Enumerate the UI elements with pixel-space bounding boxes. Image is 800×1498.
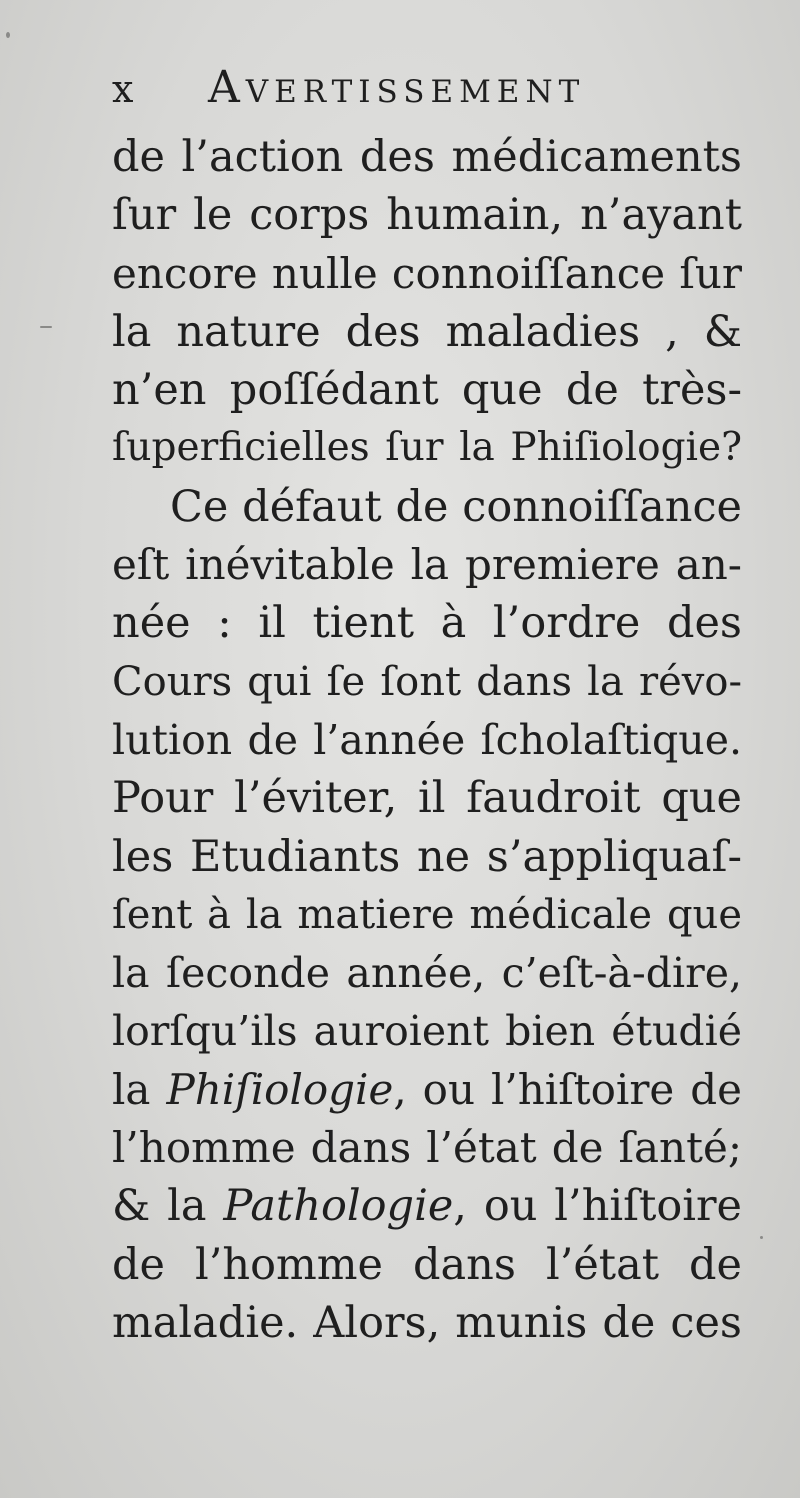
text-segment: n’en poſſédant que de très- bbox=[112, 365, 742, 416]
text-segment: eſt inévitable la premiere an- bbox=[112, 540, 742, 590]
text-line bbox=[112, 1294, 742, 1352]
text-segment: encore nulle connoiſſance ſur bbox=[112, 248, 742, 298]
text-segment: les Etudiants ne s’appliquaſ- bbox=[112, 831, 742, 882]
text-line bbox=[112, 419, 742, 477]
italic-term: Phiſiologie bbox=[166, 1064, 394, 1114]
text-segment: de l’homme dans l’état de bbox=[112, 1239, 742, 1290]
print-speck bbox=[40, 326, 52, 328]
text-segment: Pour l’éviter, il faudroit que bbox=[112, 773, 742, 824]
print-speck bbox=[760, 1236, 763, 1239]
text-line bbox=[112, 1061, 742, 1119]
text-line bbox=[112, 478, 742, 536]
text-line bbox=[112, 536, 742, 594]
text-line bbox=[112, 245, 742, 303]
text-segment: Ce défaut de connoiſſance bbox=[170, 481, 742, 532]
text-segment: la ſeconde année, c’eſt-à-dire, bbox=[112, 949, 742, 998]
text-line bbox=[112, 653, 742, 711]
running-title: Avertissement bbox=[208, 62, 586, 113]
text-segment: lorſqu’ils auroient bien étudié bbox=[112, 1007, 742, 1056]
text-line bbox=[112, 1236, 742, 1294]
italic-term: Pathologie bbox=[223, 1181, 454, 1232]
text-line bbox=[112, 594, 742, 652]
text-segment: , ou l’hiſtoire de bbox=[393, 1064, 742, 1114]
text-segment: , ou l’hiſtoire bbox=[453, 1181, 742, 1232]
text-segment: l’homme dans l’état de ſanté; bbox=[112, 1123, 742, 1173]
text-segment: la nature des maladies , & bbox=[112, 306, 742, 357]
text-line bbox=[112, 886, 742, 944]
text-segment: lution de l’année ſcholaſtique. bbox=[112, 715, 742, 764]
page-header bbox=[112, 62, 672, 122]
text-segment: & la bbox=[112, 1181, 224, 1232]
text-line bbox=[112, 361, 742, 419]
text-line bbox=[112, 1177, 742, 1235]
text-segment: maladie. Alors, munis de ces bbox=[112, 1297, 742, 1348]
text-line bbox=[112, 1119, 742, 1177]
text-line bbox=[112, 128, 742, 186]
text-line bbox=[112, 1002, 742, 1060]
text-segment: née : il tient à l’ordre des bbox=[112, 598, 742, 649]
text-segment: Cours qui ſe ſont dans la révo- bbox=[112, 658, 742, 705]
text-line bbox=[112, 186, 742, 244]
text-line bbox=[112, 944, 742, 1002]
page-number: x bbox=[112, 67, 136, 111]
text-line bbox=[112, 711, 742, 769]
text-line bbox=[112, 769, 742, 827]
text-line bbox=[112, 303, 742, 361]
text-segment: de l’action des médicaments bbox=[112, 132, 742, 182]
print-speck bbox=[6, 32, 10, 38]
text-segment: la bbox=[112, 1064, 167, 1114]
text-line bbox=[112, 828, 742, 886]
body-text bbox=[112, 128, 742, 1352]
text-segment: ſuperficielles ſur la Phiſiologie? bbox=[112, 425, 742, 471]
text-segment: ſur le corps humain, n’ayant bbox=[112, 190, 742, 241]
text-segment: ſent à la matiere médicale que bbox=[112, 891, 742, 938]
